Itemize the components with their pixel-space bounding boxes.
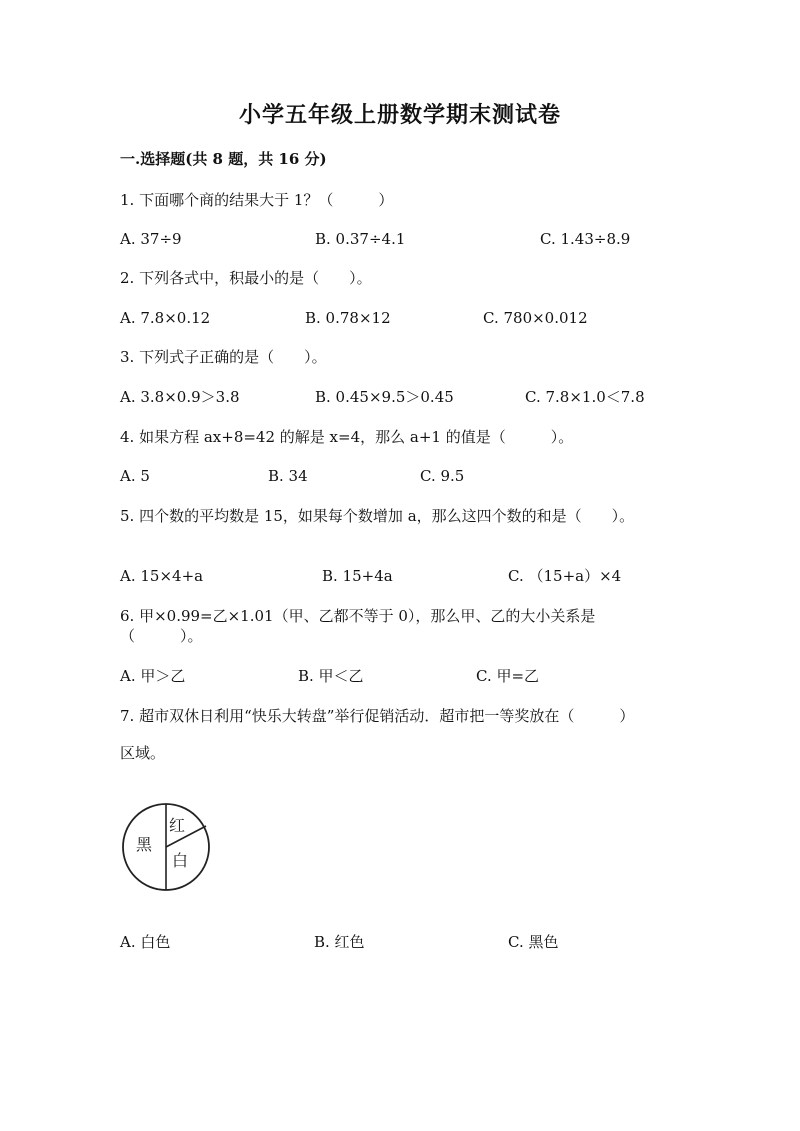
question-4-option-a[interactable]: A. 5: [120, 467, 150, 485]
question-4-stem: 4. 如果方程 ax+8=42 的解是 x=4，那么 a+1 的值是（ ）。: [120, 428, 574, 446]
wheel-label-red: 红: [169, 816, 186, 835]
section-heading: 一.选择题(共 8 题，共 16 分): [120, 150, 327, 168]
question-1-option-a[interactable]: A. 37÷9: [120, 230, 182, 248]
question-2-stem: 2. 下列各式中，积最小的是（ ）。: [120, 269, 372, 287]
question-2-option-c[interactable]: C. 780×0.012: [483, 309, 588, 327]
question-6-option-c[interactable]: C. 甲=乙: [476, 667, 540, 685]
question-5-stem: 5. 四个数的平均数是 15，如果每个数增加 a，那么这四个数的和是（ ）。: [120, 507, 635, 525]
question-7-option-a[interactable]: A. 白色: [120, 933, 171, 951]
question-7-option-b[interactable]: B. 红色: [314, 933, 365, 951]
wheel-label-black: 黑: [136, 835, 153, 854]
question-3-option-a[interactable]: A. 3.8×0.9＞3.8: [120, 388, 240, 406]
question-3-option-c[interactable]: C. 7.8×1.0＜7.8: [525, 388, 645, 406]
question-1-option-c[interactable]: C. 1.43÷8.9: [540, 230, 631, 248]
question-7-stem-continued: 区域。: [120, 744, 166, 762]
question-1-option-b[interactable]: B. 0.37÷4.1: [315, 230, 406, 248]
wheel-label-white: 白: [172, 851, 189, 870]
question-4-option-b[interactable]: B. 34: [268, 467, 308, 485]
question-2-option-b[interactable]: B. 0.78×12: [305, 309, 391, 327]
question-3-stem: 3. 下列式子正确的是（ ）。: [120, 348, 327, 366]
question-5-option-a[interactable]: A. 15×4+a: [120, 567, 204, 585]
question-6-option-a[interactable]: A. 甲＞乙: [120, 667, 186, 685]
question-5-option-b[interactable]: B. 15+4a: [322, 567, 393, 585]
question-5-option-c[interactable]: C. （15+a）×4: [508, 567, 622, 585]
question-6-stem: 6. 甲×0.99=乙×1.01（甲、乙都不等于 0），那么甲、乙的大小关系是: [120, 607, 596, 625]
question-2-option-a[interactable]: A. 7.8×0.12: [120, 309, 211, 327]
question-7-option-c[interactable]: C. 黑色: [508, 933, 559, 951]
question-6-option-b[interactable]: B. 甲＜乙: [298, 667, 364, 685]
question-4-option-c[interactable]: C. 9.5: [420, 467, 465, 485]
page-title: 小学五年级上册数学期末测试卷: [238, 102, 561, 128]
question-7-stem: 7. 超市双休日利用“快乐大转盘”举行促销活动．超市把一等奖放在（ ）: [120, 707, 635, 725]
prize-wheel-diagram: [120, 800, 215, 895]
question-1-stem: 1. 下面哪个商的结果大于 1？（ ）: [120, 191, 394, 209]
question-3-option-b[interactable]: B. 0.45×9.5＞0.45: [315, 388, 454, 406]
question-6-stem-continued: （ ）。: [120, 627, 203, 645]
